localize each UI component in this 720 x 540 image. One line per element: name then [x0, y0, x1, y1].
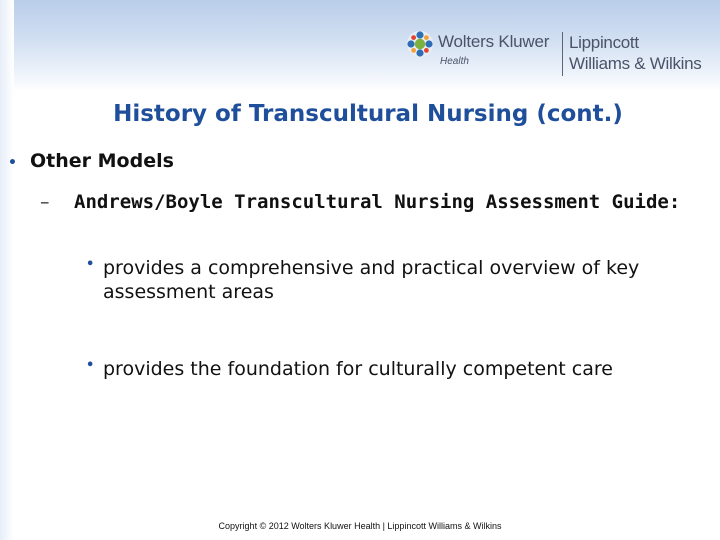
- logo-company-name: Wolters Kluwer: [438, 32, 550, 51]
- logo-divider: [562, 32, 563, 76]
- bullet-dash-icon: –: [40, 191, 50, 213]
- bullet-level1-text: Other Models: [30, 150, 174, 172]
- slide-title: History of Transcultural Nursing (cont.): [113, 101, 623, 127]
- bullet-dot-icon: •: [86, 358, 95, 373]
- bullet-level3-text: provides the foundation for culturally competent care: [103, 358, 613, 380]
- left-edge-band: [0, 0, 14, 540]
- copyright-footer: Copyright © 2012 Wolters Kluwer Health | Lippincott Williams & Wilkins: [218, 521, 502, 531]
- bullet-dot-icon: •: [8, 155, 17, 171]
- wolters-kluwer-logo-mark-icon: [406, 30, 434, 58]
- bullet-level2-text: Andrews/Boyle Transcultural Nursing Assessment Guide:: [74, 191, 681, 213]
- logo-imprint-line2: Williams & Wilkins: [569, 54, 702, 73]
- bullet-dot-icon: •: [86, 257, 95, 272]
- logo-imprint-line1: Lippincott: [569, 33, 639, 52]
- publisher-logo: [406, 28, 718, 80]
- logo-division: Health: [440, 56, 469, 67]
- bullet-level3-text: provides a comprehensive and practical overview of key assessment areas: [103, 257, 640, 303]
